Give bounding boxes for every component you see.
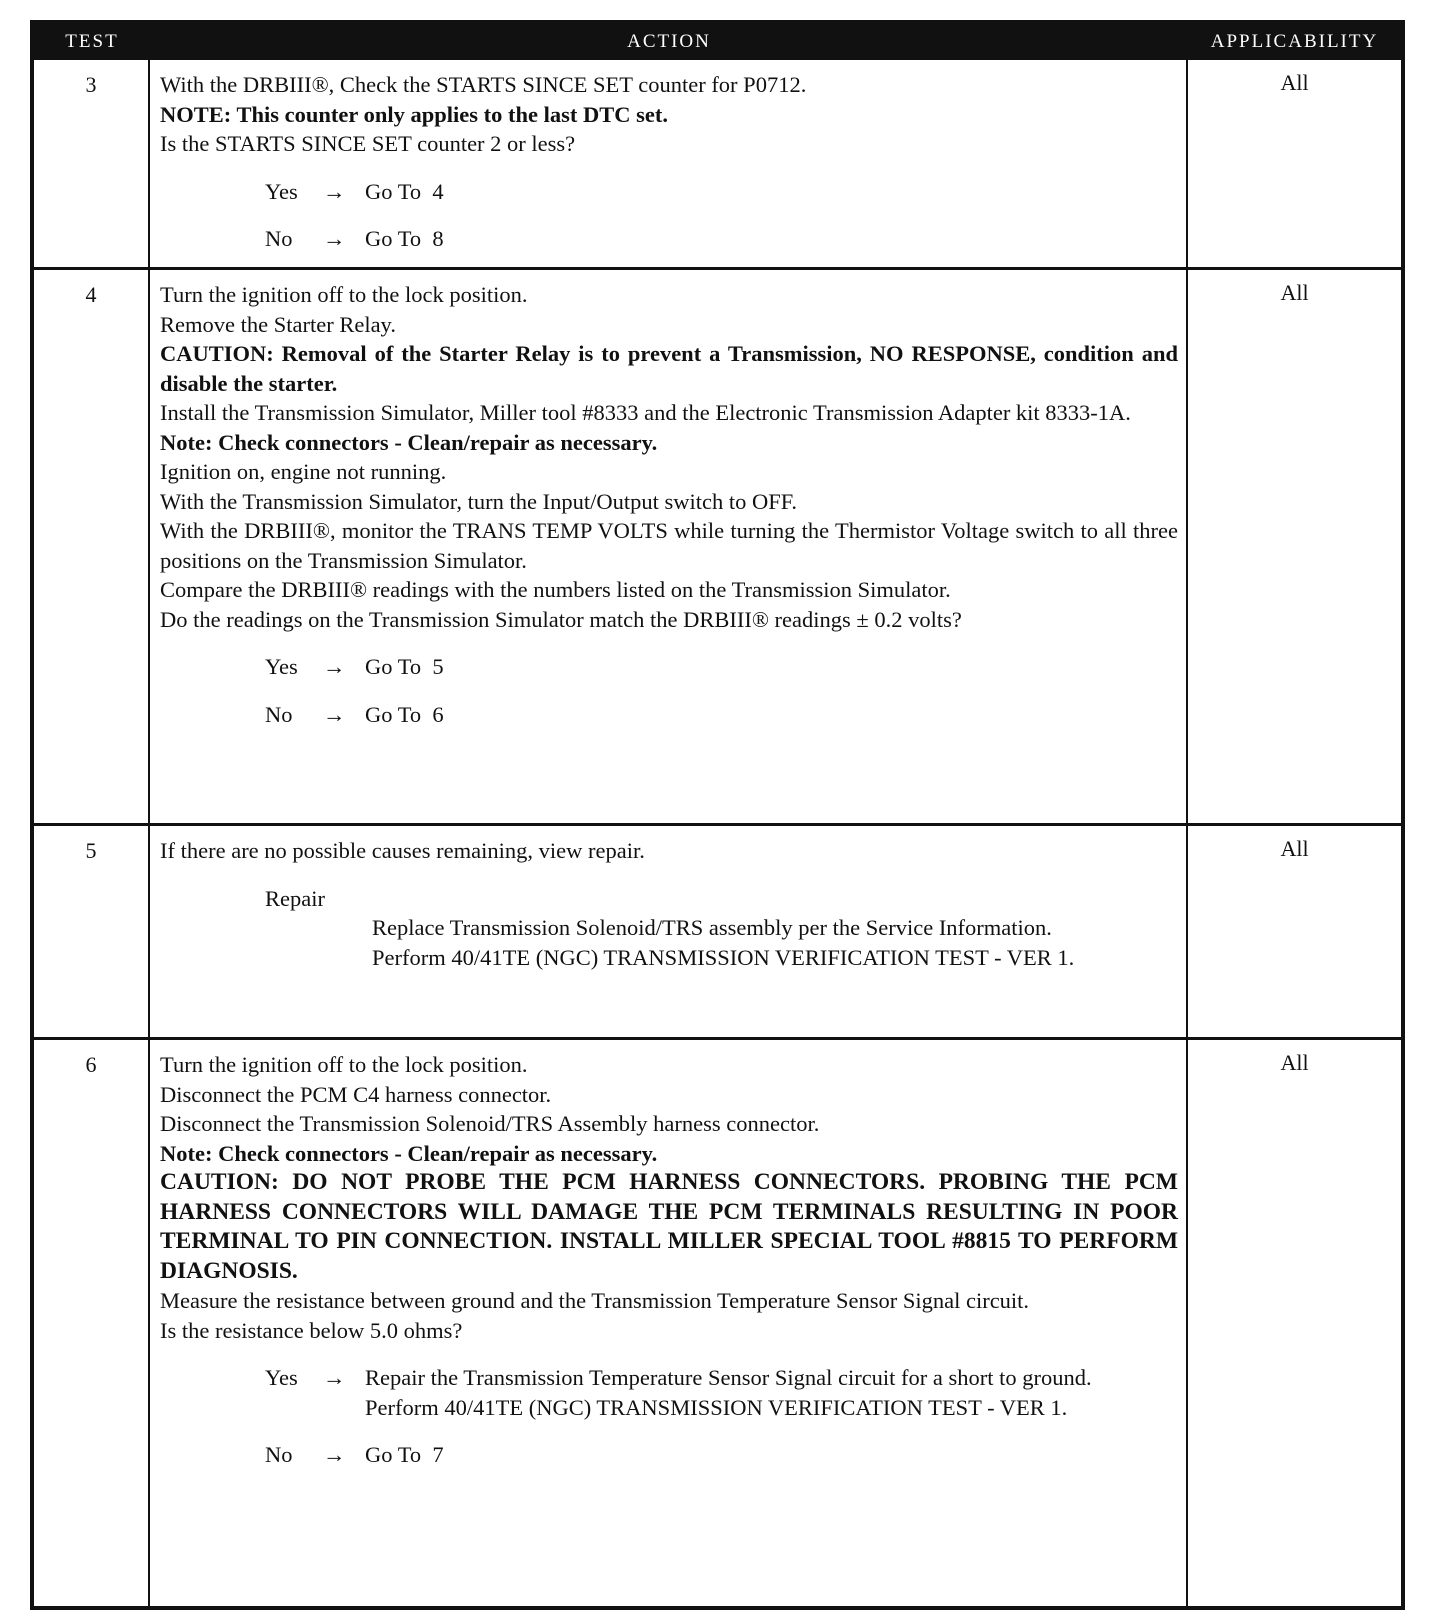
choice-no (265, 224, 1178, 254)
action-line: Disconnect the PCM C4 harness connector. (160, 1081, 552, 1107)
action-cell (150, 270, 1188, 823)
repair-body (372, 913, 1178, 972)
arrow-icon: → (323, 701, 346, 727)
applicability: All (1280, 836, 1309, 861)
table-header (34, 24, 1401, 60)
test-number: 5 (34, 826, 150, 1037)
table-row (34, 823, 1401, 1037)
action-line: With the DRBIII®, Check the STARTS SINCE SET counter for P0712. (160, 72, 807, 97)
arrow-icon: → (323, 226, 346, 251)
action-line: Compare the DRBIII® readings with the numbers listed on the Transmission Simulator. (160, 577, 951, 602)
choice-key: No (265, 226, 293, 251)
choice-key: No (265, 701, 293, 727)
choice-result (365, 1363, 1178, 1422)
caution-line: CAUTION: Removal of the Starter Relay is to prevent a Transmission, NO RESPONSE, condition and disable the starter. (160, 341, 1178, 396)
question-line: Do the readings on the Transmission Simulator match the DRBIII® readings ± 0.2 volts? (160, 606, 962, 632)
action-line: Turn the ignition off to the lock position. (160, 1052, 528, 1077)
note-line: Note: Check connectors - Clean/repair as necessary. (160, 1140, 658, 1166)
action-line: With the DRBIII®, monitor the TRANS TEMP VOLTS while turning the Thermistor Voltage switch to all three positions on the Transmission Simulator. (160, 518, 1178, 573)
choice-yes (265, 1363, 1178, 1422)
note-line: Note: Check connectors - Clean/repair as necessary. (160, 429, 658, 455)
applicability: All (1280, 1050, 1309, 1075)
action-line: Install the Transmission Simulator, Miller tool #8333 and the Electronic Transmission Adapter kit 8333-1A. (160, 400, 1131, 425)
applicability: All (1280, 280, 1309, 305)
arrow-icon: → (323, 1365, 346, 1390)
choice-result: Go To 8 (365, 226, 444, 251)
action-line: Measure the resistance between ground and the Transmission Temperature Sensor Signal circuit. (160, 1288, 1030, 1313)
applicability: All (1280, 70, 1309, 95)
table-row (34, 267, 1401, 823)
choice-yes (265, 652, 1178, 682)
action-line: With the Transmission Simulator, turn the Input/Output switch to OFF. (160, 488, 798, 514)
choice-result-line: Perform 40/41TE (NGC) TRANSMISSION VERIFICATION TEST - VER 1. (365, 1394, 1068, 1420)
action-cell (150, 1040, 1188, 1606)
test-number: 3 (34, 60, 150, 267)
choice-key: No (265, 1442, 293, 1467)
note-line: NOTE: This counter only applies to the last DTC set. (160, 101, 668, 127)
arrow-icon: → (323, 654, 346, 679)
choice-result: Go To 6 (365, 701, 444, 727)
choice-result: Go To 7 (365, 1442, 444, 1467)
action-cell (150, 826, 1188, 1037)
action-line: If there are no possible causes remaining, view repair. (160, 838, 645, 863)
header-action: ACTION (627, 31, 711, 52)
choice-key: Yes (265, 654, 298, 679)
action-line: Remove the Starter Relay. (160, 311, 396, 337)
caution-line: CAUTION: DO NOT PROBE THE PCM HARNESS CONNECTORS. PROBING THE PCM HARNESS CONNECTORS WILL DAMAGE THE PCM TERMINALS RESULTING IN POOR TERMINAL TO PIN CONNECTION. INSTALL MILLER SPECIAL TOOL #8815 TO PERFORM DIAGNOSIS. (160, 1169, 1178, 1284)
repair-line: Perform 40/41TE (NGC) TRANSMISSION VERIFICATION TEST - VER 1. (372, 944, 1075, 970)
question-line: Is the STARTS SINCE SET counter 2 or less? (160, 131, 576, 156)
choice-key: Yes (265, 1365, 298, 1390)
action-line: Turn the ignition off to the lock position. (160, 282, 528, 307)
action-line: Ignition on, engine not running. (160, 459, 447, 484)
header-applicability: APPLICABILITY (1210, 31, 1379, 52)
test-number: 4 (34, 270, 150, 823)
table-body (34, 60, 1401, 1606)
action-cell (150, 60, 1188, 267)
repair-label: Repair (265, 885, 325, 911)
table-row (34, 1037, 1401, 1606)
choice-result-line: Repair the Transmission Temperature Sensor Signal circuit for a short to ground. (365, 1365, 1092, 1390)
arrow-icon: → (323, 1442, 346, 1467)
arrow-icon: → (323, 178, 346, 204)
choice-result: Go To 5 (365, 654, 444, 679)
choice-yes (265, 177, 1178, 207)
repair-line: Replace Transmission Solenoid/TRS assembly per the Service Information. (372, 915, 1052, 940)
test-number: 6 (34, 1040, 150, 1606)
diagnostic-table (30, 20, 1405, 1610)
action-line: Disconnect the Transmission Solenoid/TRS Assembly harness connector. (160, 1111, 820, 1136)
choice-key: Yes (265, 178, 298, 204)
table-row (34, 60, 1401, 267)
question-line: Is the resistance below 5.0 ohms? (160, 1317, 463, 1343)
header-test: TEST (65, 31, 119, 52)
choice-no (265, 1440, 1178, 1470)
choice-result: Go To 4 (365, 178, 444, 204)
choice-no (265, 700, 1178, 730)
